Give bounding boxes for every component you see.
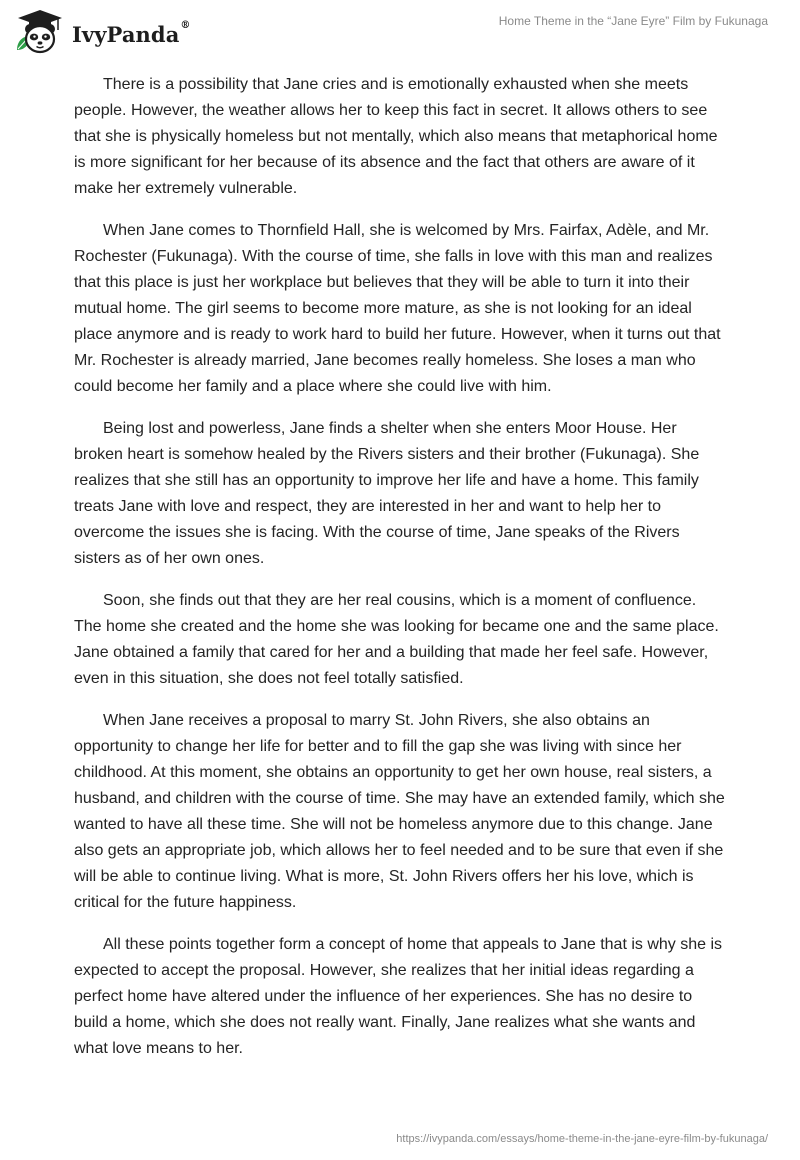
paragraph: Being lost and powerless, Jane finds a shelter when she enters Moor House. Her broken heart is somehow healed by the Rivers sisters and their brother (Fukunaga). She realizes that she still has an opportunity to improve her life and have a home. This family treats Jane with love and respect, they are interested in her and want to help her to overcome the issues she is facing. With the course of time, Jane speaks of the Rivers sisters as of her own ones. [74,420,700,567]
paragraph: There is a possibility that Jane cries and is emotionally exhausted when she meets people. However, the weather allows her to keep this fact in secret. It allows others to see that she is physically homeless but not mentally, which also means that metaphorical home is more significant for her because of its absence and the fact that others are aware of it make her extremely vulnerable. [74,76,718,197]
panda-graduate-icon [14,8,66,56]
paragraph: All these points together form a concept of home that appeals to Jane that is why she is expected to accept the proposal. However, she realizes that her initial ideas regarding a perfect home have altered under the influence of her experiences. She has no desire to build a home, which she does not really want. Finally, Jane realizes what she wants and what love means to her. [74,936,723,1057]
ivypanda-logo[interactable] [14,8,191,56]
registered-mark: ® [180,19,191,31]
source-url-link[interactable]: https://ivypanda.com/essays/home-theme-in-the-jane-eyre-film-by-fukunaga/ [396,1133,768,1145]
brand-name: IvyPanda® [72,19,191,47]
paragraph: When Jane comes to Thornfield Hall, she is welcomed by Mrs. Fairfax, Adèle, and Mr. Rochester (Fukunaga). With the course of time, she falls in love with this man and realizes that this place is just her workplace but believes that they will be able to turn it into their mutual home. The girl seems to become more mature, as she is not looking for an ideal place anymore and is ready to work hard to build her future. However, when it turns out that Mr. Rochester is already married, Jane becomes really homeless. She loses a man who could become her family and a place where she could live with him. [74,222,721,395]
paragraph: Soon, she finds out that they are her real cousins, which is a moment of confluence. The home she created and the home she was looking for became one and the same place. Jane obtained a family that cared for her and a building that made her feel safe. However, even in this situation, she does not feel totally satisfied. [74,592,719,687]
page-header [0,0,800,60]
essay-body [74,72,726,1078]
document-title: Home Theme in the “Jane Eyre” Film by Fukunaga [498,14,768,28]
paragraph: When Jane receives a proposal to marry St. John Rivers, she also obtains an opportunity to change her life for better and to fill the gap she was living with since her childhood. At this moment, she obtains an opportunity to get her own house, real sisters, a husband, and children with the course of time. She may have an extended family, which she wanted to have all these time. She will not be homeless anymore due to this change. Jane also gets an appropriate job, which allows her to feel needed and to be sure that even if she will be able to continue living. What is more, St. John Rivers offers her his love, which is critical for the future happiness. [74,712,725,911]
